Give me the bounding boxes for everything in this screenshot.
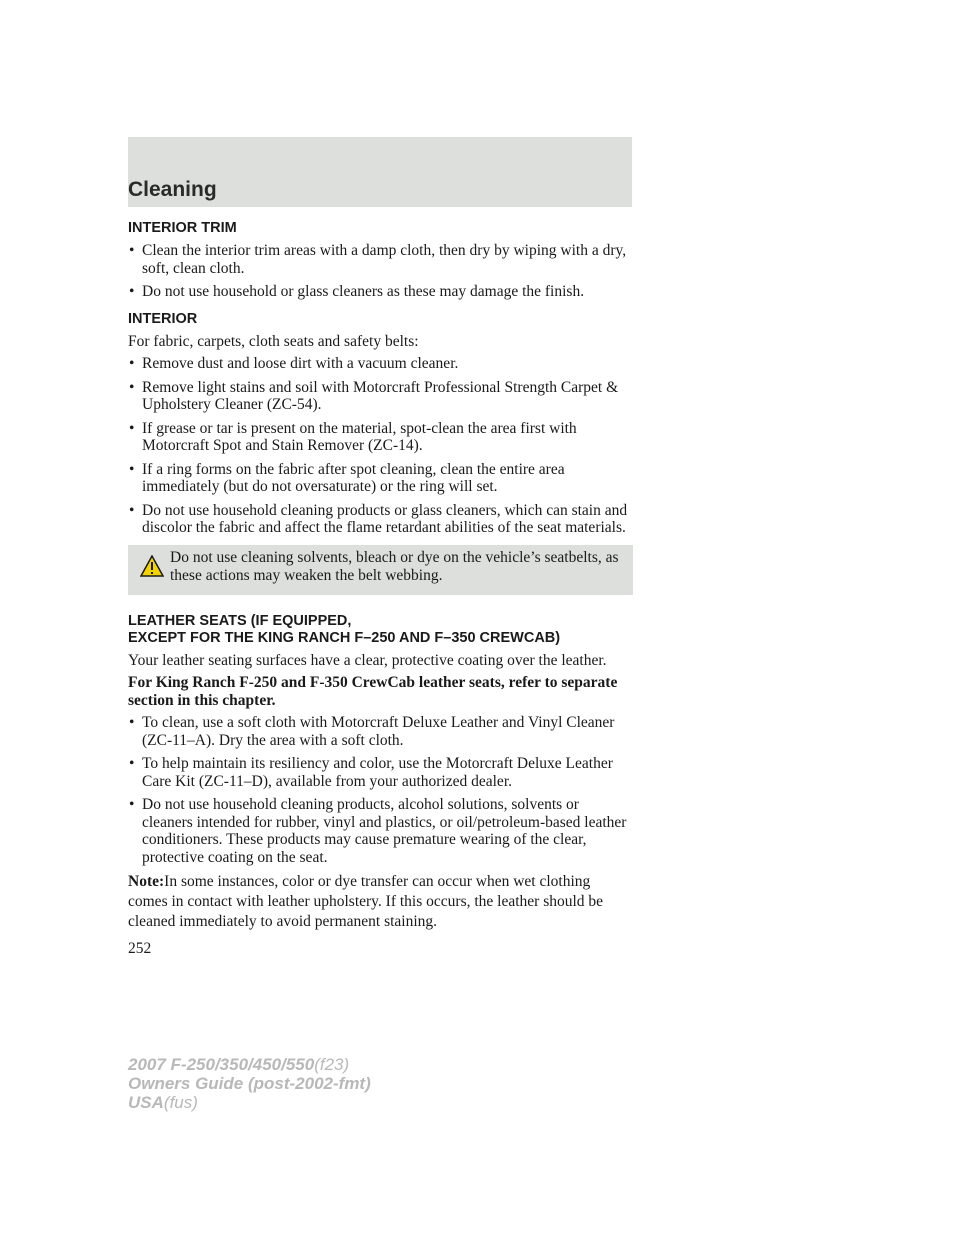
warning-icon <box>140 555 164 577</box>
list-item: • Do not use household or glass cleaners as these may damage the finish. <box>129 283 585 300</box>
interior-intro: For fabric, carpets, cloth seats and safety belts: <box>128 332 419 350</box>
list-item: • Do not use household cleaning products or glass cleaners, which can stain and discolor the fabric and affect the flame retardant abilities of the seat materials. <box>129 501 628 536</box>
leather-intro: Your leather seating surfaces have a clear, protective coating over the leather. <box>128 651 607 669</box>
page-title: Cleaning <box>128 178 217 201</box>
leather-bold-note: For King Ranch F-250 and F-350 CrewCab leather seats, refer to separate section in this chapter. <box>128 674 618 709</box>
section-heading-interior: INTERIOR <box>128 310 198 327</box>
leather-note: Note:In some instances, color or dye transfer can occur when wet clothing comes in contact with leather upholstery. If this occurs, the leather should be cleaned immediately to avoid permanent staining. <box>128 873 604 930</box>
list-item: • If a ring forms on the fabric after spot cleaning, clean the entire area immediately (but do not oversaturate) or the ring will set. <box>129 460 565 495</box>
list-item: • Remove dust and loose dirt with a vacuum cleaner. <box>129 355 459 372</box>
list-item: • To clean, use a soft cloth with Motorcraft Deluxe Leather and Vinyl Cleaner (ZC-11–A). Dry the area with a soft cloth. <box>129 714 615 749</box>
list-item: • Do not use household cleaning products, alcohol solutions, solvents or cleaners intended for rubber, vinyl and plastics, or oil/petroleum-based leather conditioners. These products may cause premature wearing of the clear, protective coating on the seat. <box>129 796 627 866</box>
warning-box <box>128 545 633 595</box>
section-heading-leather: LEATHER SEATS (IF EQUIPPED, EXCEPT FOR THE KING RANCH F–250 AND F–350 CREWCAB) <box>128 612 561 646</box>
list-item: • If grease or tar is present on the material, spot-clean the area first with Motorcraft Spot and Stain Remover (ZC-14). <box>129 419 577 454</box>
leather-list <box>128 714 633 866</box>
footer: 2007 F-250/350/450/550(f23) Owners Guide (post-2002-fmt) USA(fus) <box>128 1055 371 1112</box>
interior-list <box>128 355 633 537</box>
warning-text: Do not use cleaning solvents, bleach or dye on the vehicle’s seatbelts, as these actions may weaken the belt webbing. <box>170 548 619 584</box>
list-item: • Remove light stains and soil with Motorcraft Professional Strength Carpet & Upholstery Cleaner (ZC-54). <box>129 378 619 413</box>
list-item: • To help maintain its resiliency and color, use the Motorcraft Deluxe Leather Care Kit (ZC-11–D), available from your authorized dealer. <box>129 755 613 790</box>
list-item: • Clean the interior trim areas with a damp cloth, then dry by wiping with a dry, soft, clean cloth. <box>129 242 627 277</box>
page-content <box>128 220 633 937</box>
page-number: 252 <box>128 940 152 957</box>
section-heading-interior-trim: INTERIOR TRIM <box>128 220 237 236</box>
interior-trim-list <box>128 242 633 301</box>
